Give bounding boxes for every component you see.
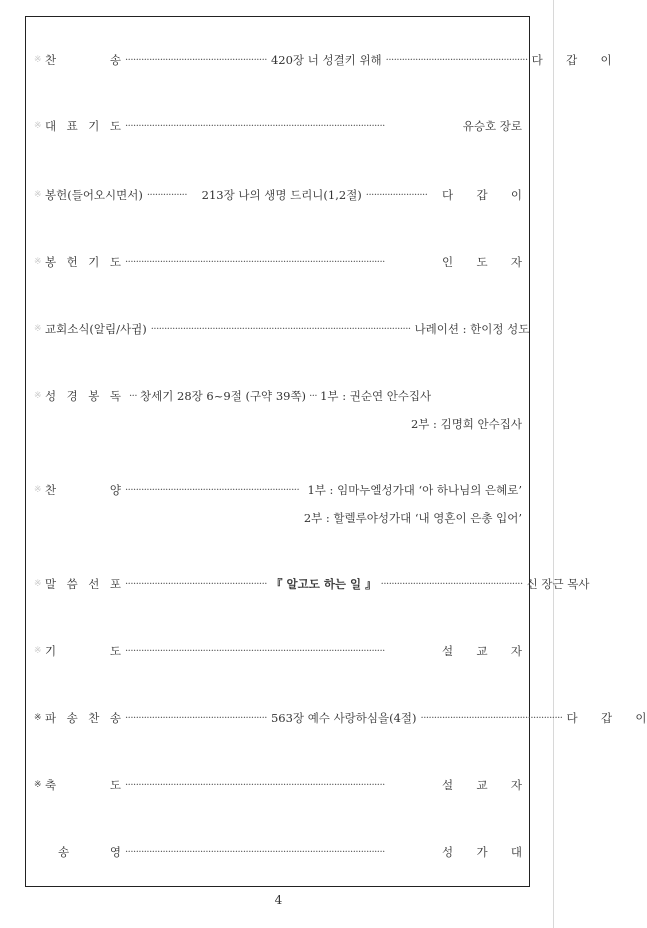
- item-label: [45, 388, 121, 404]
- bullet-mark: ※: [34, 780, 42, 790]
- item-person: 1부 : 권순연 안수집사: [320, 389, 432, 403]
- label-char: 기: [88, 255, 100, 269]
- item-person: [532, 52, 612, 68]
- order-item-prayer: [34, 641, 522, 661]
- label-char: 포: [109, 577, 121, 591]
- person-char: 다: [442, 188, 454, 202]
- leader-dots: ·····················································: [380, 578, 523, 590]
- person-char: 설: [442, 778, 454, 792]
- item-person: 나레이션 : 한이정 성도: [414, 322, 530, 336]
- person-char: 성: [442, 845, 454, 859]
- label-char: 양: [109, 483, 121, 497]
- item-label: [45, 254, 121, 270]
- leader-dots: ·································································································: [125, 779, 385, 791]
- order-item-hymn: [34, 50, 612, 70]
- bullet-mark: ※: [34, 485, 42, 495]
- label-char: 송: [109, 53, 121, 67]
- item-person: [442, 254, 522, 270]
- item-label: [45, 482, 121, 498]
- label-char: 봉: [45, 255, 57, 269]
- leader-dots: ·································································································: [150, 323, 411, 335]
- person-char: 도: [476, 255, 488, 269]
- person-char: 교: [476, 644, 488, 658]
- order-item-choir-anthem: [34, 480, 522, 500]
- order-item-scripture-reading: [34, 386, 522, 406]
- person-char: 갑: [566, 53, 578, 67]
- bullet-mark: ※: [34, 257, 42, 267]
- person-char: 갑: [476, 188, 488, 202]
- order-item-doxology: [34, 842, 522, 862]
- person-char: 인: [442, 255, 454, 269]
- label-char: 찬: [45, 483, 57, 497]
- label-char: 송: [109, 711, 121, 725]
- person-char: 다: [531, 53, 543, 67]
- label-char: 도: [109, 644, 121, 658]
- item-person: 유승호 장로: [462, 119, 522, 133]
- leader-dots: ·································································: [125, 484, 300, 496]
- person-char: 자: [510, 778, 522, 792]
- item-detail: 창세기 28장 6~9절 (구약 39쪽): [140, 389, 307, 403]
- leader-dots: ·································································································: [125, 645, 385, 657]
- page-edge-rule: [553, 0, 554, 928]
- leader-dots: ·····················································: [125, 578, 267, 590]
- person-char: 이: [600, 53, 612, 67]
- person-char: 설: [442, 644, 454, 658]
- leader-dots: ·····················································: [125, 712, 267, 724]
- bullet-mark: ※: [34, 579, 42, 589]
- item-person: [442, 187, 522, 203]
- label-char: 표: [66, 119, 78, 133]
- bullet-mark: ※: [34, 713, 42, 723]
- label-char: 씀: [66, 577, 78, 591]
- item-label: [45, 710, 121, 726]
- item-label: [45, 643, 121, 659]
- label-char: 성: [45, 389, 57, 403]
- item-person: 신 장근 목사: [526, 577, 590, 591]
- person-char: 다: [566, 711, 578, 725]
- order-item-sending-hymn: [34, 708, 647, 728]
- person-char: 자: [510, 255, 522, 269]
- item-detail: 420장 너 성결키 위해: [270, 53, 382, 67]
- leader-dots: ·····················································: [125, 54, 267, 66]
- label-char: 축: [45, 778, 57, 792]
- label-char: 도: [109, 778, 121, 792]
- order-item-representative-prayer: [34, 116, 522, 136]
- leader-dots: ···: [309, 390, 318, 402]
- label-char: 파: [45, 711, 57, 725]
- label-char: 기: [88, 119, 100, 133]
- leader-dots: ·······················: [365, 189, 428, 201]
- person-char: 이: [635, 711, 647, 725]
- leader-dots: ·····················································: [385, 54, 528, 66]
- item-label: [45, 777, 121, 793]
- item-label: [45, 844, 121, 860]
- person-char: 이: [510, 188, 522, 202]
- label-char: 도: [109, 255, 121, 269]
- label-char: 말: [45, 577, 57, 591]
- item-label: 봉헌(들어오시면서): [45, 188, 143, 202]
- choir-anthem-second-service: 2부 : 할렐루야성가대 ‘내 영혼이 은총 입어’: [303, 511, 522, 525]
- label-char: 봉: [88, 389, 100, 403]
- leader-dots: ·····················································: [420, 712, 563, 724]
- person-char: 가: [476, 845, 488, 859]
- item-label: [45, 576, 121, 592]
- label-char: 경: [66, 389, 78, 403]
- item-detail: 563장 예수 사랑하심을(4절): [270, 711, 417, 725]
- sermon-title: 『 알고도 하는 일 』: [270, 577, 377, 591]
- worship-order-frame: [25, 16, 530, 887]
- label-char: 영: [109, 845, 121, 859]
- order-item-offering-prayer: [34, 252, 522, 272]
- bullet-mark: ※: [34, 55, 42, 65]
- item-detail: 213장 나의 생명 드리니(1,2절): [201, 188, 362, 202]
- label-char: 송: [58, 845, 70, 859]
- label-char: 대: [45, 119, 57, 133]
- page-number: 4: [274, 893, 283, 907]
- order-item-benediction: [34, 775, 522, 795]
- leader-dots: ·································································································: [125, 846, 385, 858]
- person-char: 자: [510, 644, 522, 658]
- bullet-mark: ※: [34, 646, 42, 656]
- item-person: 1부 : 임마누엘성가대 ‘아 하나님의 은혜로’: [307, 483, 522, 497]
- scripture-reading-second-service: 2부 : 김명희 안수집사: [410, 417, 522, 431]
- item-person: [442, 643, 522, 659]
- order-item-offering: [34, 185, 522, 205]
- person-char: 갑: [600, 711, 613, 725]
- leader-dots: ·································································································: [125, 256, 385, 268]
- item-label: [45, 118, 121, 134]
- bullet-mark: ※: [34, 190, 42, 200]
- person-char: 교: [476, 778, 488, 792]
- order-item-sermon: [34, 574, 590, 594]
- person-char: 대: [510, 845, 522, 859]
- order-item-church-news: [34, 319, 530, 339]
- bullet-mark: ※: [34, 324, 42, 334]
- label-char: 찬: [88, 711, 100, 725]
- label-char: 헌: [66, 255, 78, 269]
- item-person: [442, 777, 522, 793]
- bullet-mark: ※: [34, 391, 42, 401]
- bullet-mark: ※: [34, 121, 42, 131]
- label-char: 기: [45, 644, 57, 658]
- label-char: 찬: [45, 53, 57, 67]
- label-char: 독: [109, 389, 121, 403]
- item-person: [442, 844, 522, 860]
- leader-dots: ···: [129, 390, 138, 402]
- label-char: 선: [88, 577, 100, 591]
- item-person: [567, 710, 647, 726]
- item-label: [45, 52, 121, 68]
- leader-dots: ·································································································: [125, 120, 385, 132]
- label-char: 도: [109, 119, 121, 133]
- label-char: 송: [66, 711, 78, 725]
- leader-dots: ···············: [146, 189, 188, 201]
- item-label: 교회소식(알림/사귐): [45, 322, 147, 336]
